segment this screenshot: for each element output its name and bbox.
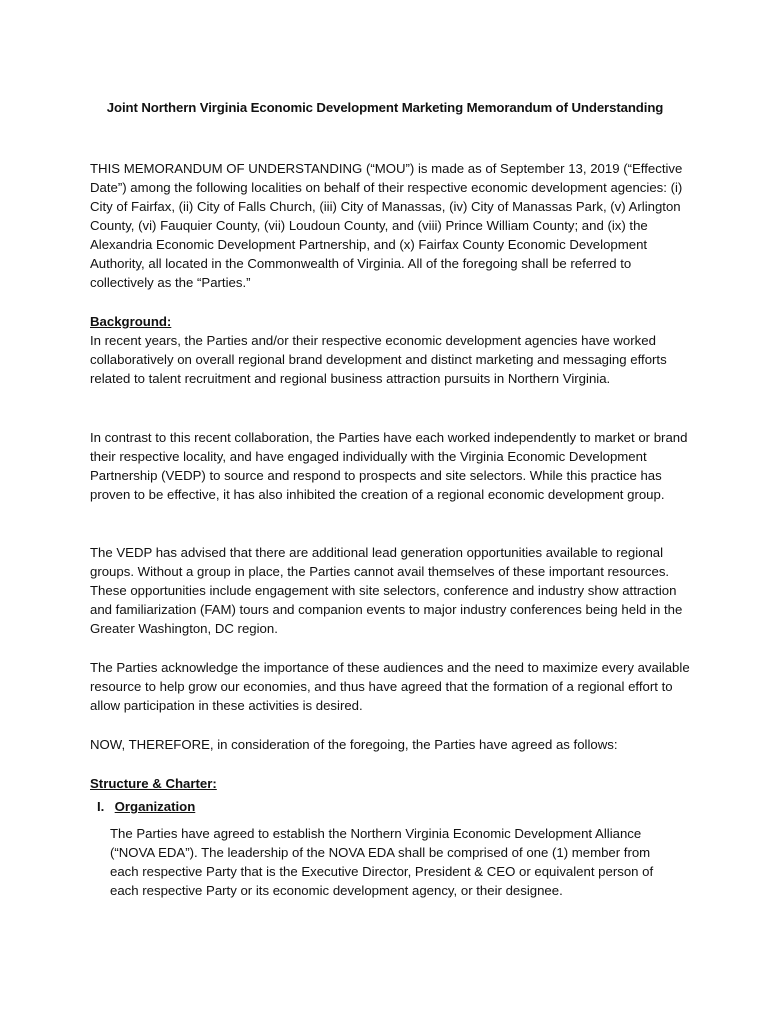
section-1-label: Organization <box>114 799 196 814</box>
background-paragraph-4: The Parties acknowledge the importance of these audiences and the need to maximize every available resource to help grow our economies, and thus have agreed that the formation of a regional effort to allow participation in these activities is desired. <box>90 660 690 713</box>
background-heading: Background: <box>90 314 172 329</box>
background-paragraph-1: In recent years, the Parties and/or their respective economic development agencies have worked collaboratively on overall regional brand development and distinct marketing and messaging efforts related to talent recruitment and regional business attraction pursuits in Northern Virginia. <box>90 333 667 386</box>
background-paragraph-2: In contrast to this recent collaboration, the Parties have each worked independently to market or brand their respective locality, and have engaged individually with the Virginia Economic Development Partnership (VEDP) to source and respond to prospects and site selectors. While this practice has proven to be effective, it has also inhibited the creation of a regional economic development group. <box>90 430 688 502</box>
structure-heading: Structure & Charter: <box>90 776 217 791</box>
section-1-number: I. <box>97 799 105 814</box>
document-title: Joint Northern Virginia Economic Development Marketing Memorandum of Understanding <box>106 100 664 115</box>
intro-paragraph: THIS MEMORANDUM OF UNDERSTANDING (“MOU”) is made as of September 13, 2019 (“Effective Date”) among the following localities on behalf of their respective economic development agencies: (i) City of Fairfax, (ii) City of Falls Church, (iii) City of Manassas, (iv) City of Manassas Park, (v) Arlington County, (vi) Fauquier County, (vii) Loudoun County, and (viii) Prince William County; and (ix) the Alexandria Economic Development Partnership, and (x) Fairfax County Economic Development Authority, all located in the Commonwealth of Virginia. All of the foregoing shall be referred to collectively as the “Parties.” <box>90 161 683 290</box>
now-therefore-paragraph: NOW, THEREFORE, in consideration of the foregoing, the Parties have agreed as follows: <box>90 737 618 752</box>
section-1-paragraph: The Parties have agreed to establish the Northern Virginia Economic Development Alliance (“NOVA EDA”). The leadership of the NOVA EDA shall be comprised of one (1) member from each respective Party that is the Executive Director, President & CEO or equivalent person of each respective Party or its economic development agency, or their designee. <box>110 826 654 898</box>
background-paragraph-3: The VEDP has advised that there are additional lead generation opportunities available to regional groups. Without a group in place, the Parties cannot avail themselves of these important resources. These opportunities include engagement with site selectors, conference and industry show attraction and familiarization (FAM) tours and companion events to major industry conferences being held in the Greater Washington, DC region. <box>90 545 683 636</box>
section-1-heading <box>97 799 195 814</box>
